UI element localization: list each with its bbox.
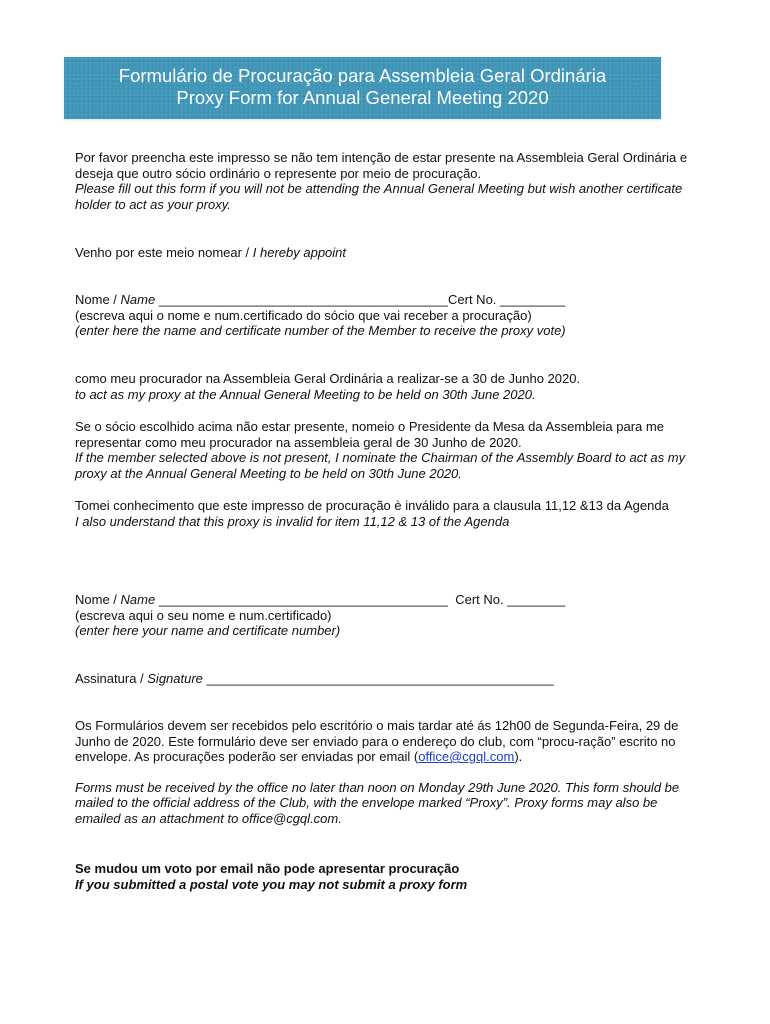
postal-note-pt: Se mudou um voto por email não pode apresentar procuração <box>75 861 460 876</box>
member-name-hint-pt: (escreva aqui o seu nome e num.certificado) <box>75 607 332 623</box>
member-cert-line[interactable]: ________ <box>503 592 566 607</box>
submission-text-pt-end: ). <box>514 749 523 764</box>
office-email-link[interactable]: office@cgql.com <box>418 749 515 764</box>
proxy-name-label-pt: Nome / <box>75 292 121 307</box>
signature-field[interactable] <box>75 671 700 687</box>
proxy-name-field[interactable] <box>75 292 700 308</box>
submission-text-pt <box>75 718 705 765</box>
submission-section <box>75 718 705 826</box>
proxy-name-label-en: Name <box>120 292 156 307</box>
proxy-cert-label: Cert No. <box>448 292 497 307</box>
proxy-name-section <box>75 292 700 339</box>
signature-label-en: Signature <box>147 671 203 686</box>
member-name-hint-en: (enter here your name and certificate number) <box>75 623 341 638</box>
invalid-text-en: I also understand that this proxy is invalid for item 11,12 & 13 of the Agenda <box>75 513 510 529</box>
meeting-section <box>75 371 700 402</box>
meeting-text-en: to act as my proxy at the Annual General Meeting to be held on 30th June 2020. <box>75 386 536 402</box>
invalid-text-pt: Tomei conhecimento que este impresso de procuração è inválido para a clausula 11,12 &13 da Agenda <box>75 498 669 513</box>
member-name-line[interactable]: ________________________________________ <box>155 592 449 607</box>
form-title-banner <box>64 57 661 119</box>
appoint-section <box>75 245 700 261</box>
signature-section <box>75 671 700 687</box>
postal-note-en: If you submitted a postal vote you may not submit a proxy form <box>75 876 468 892</box>
appoint-text-pt: Venho por este meio nomear / <box>75 245 253 260</box>
signature-line[interactable]: ________________________________________________ <box>202 671 554 686</box>
member-name-field[interactable] <box>75 592 700 608</box>
proxy-name-line[interactable]: ________________________________________ <box>155 292 449 307</box>
intro-section <box>75 150 700 212</box>
appoint-text-en: I hereby appoint <box>252 245 347 260</box>
submission-text-pt-main: Os Formulários devem ser recebidos pelo escritório o mais tardar até ás 12h00 de Segunda-Feira, 29 de Junho de 2020. Este formulário deve ser enviado para o endereço do club, com “procu-ração” escrito no envelope. As procurações poderão ser enviadas por email ( <box>75 718 679 764</box>
member-cert-label: Cert No. <box>448 592 504 607</box>
postal-note-section <box>75 861 700 892</box>
member-name-label-en: Name <box>120 592 156 607</box>
invalid-section <box>75 498 700 529</box>
chairman-text-pt: Se o sócio escolhido acima não estar presente, nomeio o Presidente da Mesa da Assembleia para me representar como meu procurador na assembleia geral de 30 Junho de 2020. <box>75 419 664 450</box>
meeting-text-pt: como meu procurador na Assembleia Geral Ordinária a realizar-se a 30 de Junho 2020. <box>75 371 581 386</box>
chairman-section <box>75 419 700 481</box>
proxy-name-hint-pt: (escreva aqui o nome e num.certificado do sócio que vai receber a procuração) <box>75 307 532 323</box>
proxy-cert-line[interactable]: _________ <box>496 292 566 307</box>
chairman-text-en: If the member selected above is not present, I nominate the Chairman of the Assembly Board to act as my proxy at the Annual General Meeting to be held on 30th June 2020. <box>75 450 686 481</box>
form-title-pt: Formulário de Procuração para Assembleia Geral Ordinária <box>118 65 607 86</box>
form-title-en: Proxy Form for Annual General Meeting 2020 <box>176 87 549 108</box>
member-name-label-pt: Nome / <box>75 592 121 607</box>
member-name-section <box>75 592 700 639</box>
proxy-name-hint-en: (enter here the name and certificate number of the Member to receive the proxy vote) <box>75 323 566 338</box>
intro-text-pt: Por favor preencha este impresso se não tem intenção de estar presente na Assembleia Geral Ordinária e deseja que outro sócio ordinário o represente por meio de procuração. <box>75 150 688 181</box>
submission-text-en: Forms must be received by the office no later than noon on Monday 29th June 2020. This form should be mailed to the official address of the Club, with the envelope marked “Proxy”. Proxy forms may also be emailed as an attachment to office@cgql.com. <box>75 779 680 826</box>
intro-text-en: Please fill out this form if you will not be attending the Annual General Meeting but wish another certificate holder to act as your proxy. <box>75 181 683 212</box>
signature-label-pt: Assinatura / <box>75 671 148 686</box>
